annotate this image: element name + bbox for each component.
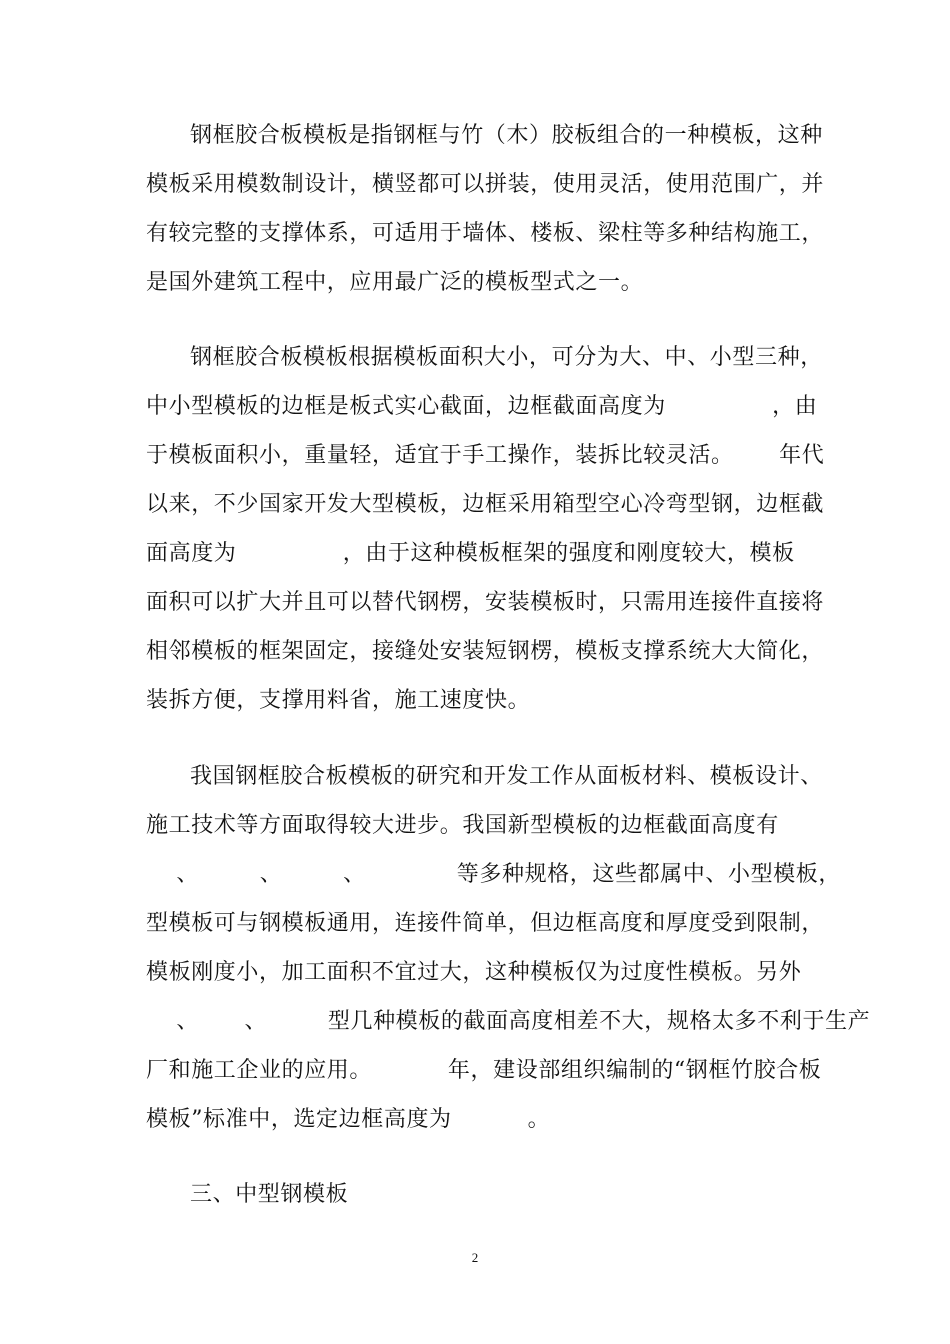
paragraph-3-line-3: 、 、 、 等多种规格，这些都属中、小型模板， [146, 862, 841, 887]
paragraph-3-line-1: 我国钢框胶合板模板的研究和开发工作从面板材料、模板设计、 [190, 764, 823, 789]
paragraph-3-line-4: 型模板可与钢模板通用，连接件简单，但边框高度和厚度受到限制， [146, 911, 825, 936]
paragraph-3-line-6: 、 、 型几种模板的截面高度相差不大，规格太多不利于生产 [146, 1009, 871, 1034]
paragraph-2-line-7: 相邻模板的框架固定，接缝处安装短钢楞，模板支撑系统大大简化， [146, 639, 825, 664]
paragraph-3-line-8: 模板”标准中，选定边框高度为 。 [146, 1107, 551, 1132]
paragraph-1-line-4: 是国外建筑工程中，应用最广泛的模板型式之一。 [146, 270, 644, 295]
paragraph-2-line-2: 中小型模板的边框是板式实心截面，边框截面高度为 ，由 [146, 394, 818, 419]
paragraph-3-line-7: 厂和施工企业的应用。 年，建设部组织编制的“钢框竹胶合板 [146, 1058, 822, 1083]
paragraph-2-line-8: 装拆方便，支撑用料省，施工速度快。 [146, 688, 531, 713]
paragraph-1-line-2: 模板采用模数制设计，横竖都可以拼装，使用灵活，使用范围广，并 [146, 172, 825, 197]
page-number: 2 [471, 1250, 479, 1265]
paragraph-2-line-4: 以来，不少国家开发大型模板，边框采用箱型空心冷弯型钢，边框截 [146, 492, 825, 517]
paragraph-3-line-5: 模板刚度小，加工面积不宜过大，这种模板仅为过度性模板。另外 [146, 960, 802, 985]
paragraph-2-line-3: 于模板面积小，重量轻，适宜于手工操作，装拆比较灵活。 年代 [146, 443, 825, 468]
paragraph-1-line-3: 有较完整的支撑体系，可适用于墙体、楼板、梁柱等多种结构施工， [146, 221, 825, 246]
paragraph-2-line-5: 面高度为 ，由于这种模板框架的强度和刚度较大，模板 [146, 541, 795, 566]
section-heading: 三、中型钢模板 [190, 1182, 349, 1207]
paragraph-2-line-6: 面积可以扩大并且可以替代钢楞，安装模板时，只需用连接件直接将 [146, 590, 825, 615]
paragraph-2-line-1: 钢框胶合板模板根据模板面积大小，可分为大、中、小型三种， [190, 345, 823, 370]
paragraph-3-line-2: 施工技术等方面取得较大进步。我国新型模板的边框截面高度有 [146, 813, 779, 838]
paragraph-1-line-1: 钢框胶合板模板是指钢框与竹（木）胶板组合的一种模板，这种 [190, 123, 823, 148]
